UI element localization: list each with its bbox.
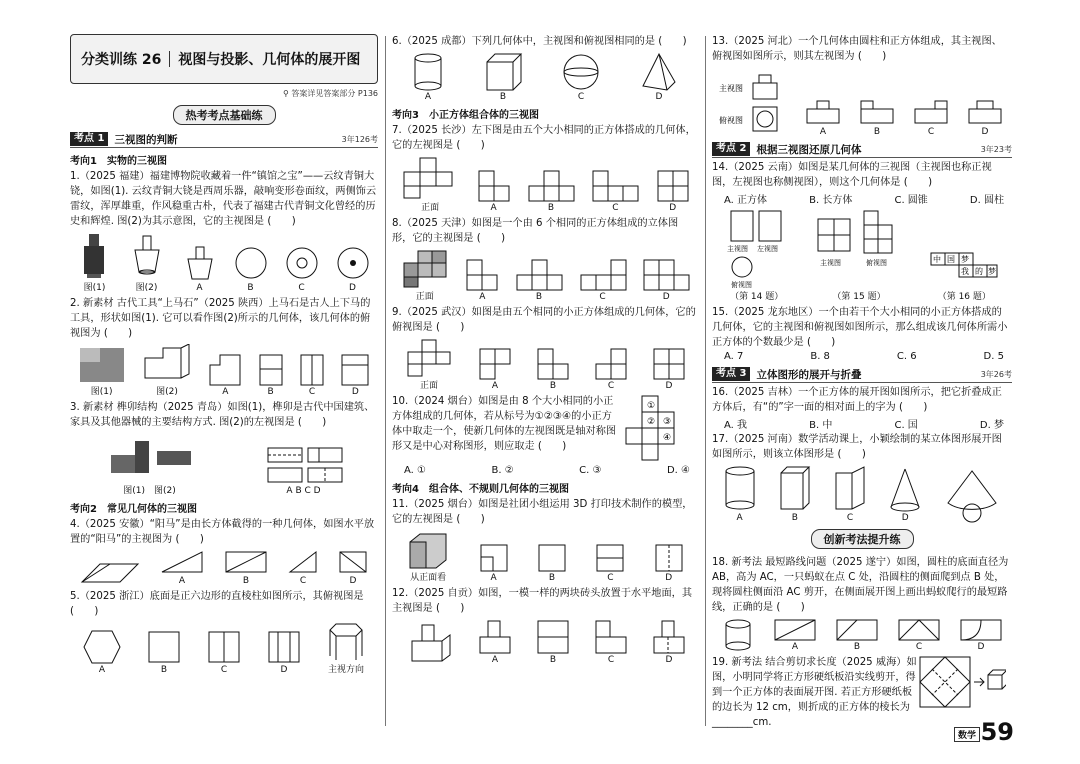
q10-text: 10.（2024 烟台）如图是由 8 个大小相同的小正方体组成的几何体，若从标号为①②③④的小正方体中取走一个，使新几何体的左视图既是轴对称图形又是中心对称图形，则应取走 ( ) [392, 396, 617, 452]
q9-figure: 正面 A B C D [392, 338, 698, 391]
q5-figure: A B C D 主视方向 [70, 622, 378, 675]
page-title: 视图与投影、几何体的展开图 [178, 52, 361, 68]
column-middle [392, 34, 698, 668]
answer-ref: ⚲ 答案详见答案部分 P136 [282, 89, 378, 98]
q13-figure: 主视图 俯视图 A B C D [712, 67, 1012, 137]
page-number: 59 [980, 718, 1014, 746]
q2-figure: 图(1) 图(2) A B C D [70, 344, 378, 397]
q3-figure: 图(1) 图(2) A B C D [70, 433, 378, 496]
kp1-header: 考点 1 三视图的判断 3年126考 [70, 131, 378, 148]
q7-text: 7.（2025 长沙）左下图是由五个大小相同的正方体搭成的几何体，它的左视图是 ( ) [392, 125, 696, 151]
q16-text: 16.（2025 吉林）一个正方体的展开图如图所示，把它折叠成正方体后，有“的”字一面的相对面上的字为 ( ) [712, 387, 1002, 413]
q19-block [712, 655, 1012, 730]
q12-text: 12.（2025 自贡）如图，一模一样的两块砖头放置于水平地面，其主视图是 ( ) [392, 588, 693, 614]
svg-text:①: ① [647, 401, 656, 411]
q2-text: 2. 新素材 古代工具“上马石”（2025 陕西）上马石是古人上下马的工具，形状如图(1). 它可以看作图(2)所示的几何体，该几何体的俯视图为 ( ) [70, 298, 371, 339]
q19-text: 19. 新考法 结合剪切求长度（2025 威海）如图，小明同学将正方形硬纸板沿实线剪开，得到一个正方体的表面展开图. 若正方形硬纸板的边长为 12 cm，则折成的正方体的棱长为________cm. [712, 657, 917, 728]
svg-text:我: 我 [961, 267, 970, 276]
q8-figure: 正面 A B C D [392, 249, 698, 302]
section-innovate: 创新考法提升练 [712, 529, 1012, 549]
q8-text: 8.（2025 天津）如图是一个由 6 个相同的正方体组成的立体图形，它的主视图是 ( ) [392, 218, 679, 244]
q15-text: 15.（2025 龙东地区）一个由若干个大小相同的小正方体搭成的几何体，它的主视图和俯视图如图所示，那么组成该几何体所需小正方体的个数最少是 ( ) [712, 307, 1008, 348]
q17-text: 17.（2025 河南）数学活动课上，小颖绘制的某立体图形展开图如图所示，则该立体图形是 ( ) [712, 434, 1002, 460]
search-icon: ⚲ [282, 89, 292, 98]
q6-figure: A B C D [392, 52, 698, 102]
svg-text:俯视图: 俯视图 [719, 116, 743, 125]
svg-text:主视图: 主视图 [719, 84, 743, 93]
column-divider [385, 36, 386, 726]
svg-text:主视图: 主视图 [819, 259, 841, 267]
column-left [70, 34, 378, 678]
q10-block [392, 394, 698, 464]
svg-text:的: 的 [975, 267, 984, 276]
q7-figure: 正面 A B C D [392, 156, 698, 213]
q11-figure: 从正面看 A B C D [392, 530, 698, 583]
kx2: 考向2 常见几何体的三视图 [70, 504, 197, 515]
svg-text:梦: 梦 [988, 267, 997, 276]
svg-text:③: ③ [663, 417, 672, 427]
q6-text: 6.（2025 成都）下列几何体中，主视图和俯视图相同的是 ( ) [392, 36, 687, 47]
title-prefix: 分类训练 26 [81, 52, 162, 68]
svg-text:左视图: 左视图 [756, 245, 778, 253]
kp2-header: 考点 2 根据三视图还原几何体 3年23考 [712, 141, 1012, 158]
q11-text: 11.（2025 烟台）如图是社团小组运用 3D 打印技术制作的模型，它的左视图是 ( ) [392, 499, 693, 525]
q10-choices: A. ① B. ② C. ③ D. ④ [404, 465, 690, 476]
kx4: 考向4 组合体、不规则几何体的三视图 [392, 484, 569, 495]
section-basic: 热考考点基础练 [70, 105, 378, 125]
q13-text: 13.（2025 河北）一个几何体由圆柱和正方体组成，其主视图、俯视图如图所示，则其左视图为 ( ) [712, 36, 1002, 62]
kp3-header: 考点 3 立体图形的展开与折叠 3年26考 [712, 366, 1012, 383]
page-title-box [70, 34, 378, 84]
q14-choices: A. 正方体 B. 长方体 C. 圆锥 D. 圆柱 [724, 195, 1004, 206]
q1-text: 1.（2025 福建）福建博物院收藏着一件“镇馆之宝”——云纹青铜大铙，如图(1). 云纹青铜大铙是西周乐器，敲响变形卷面纹，两侧饰云雷纹，浑厚雄重，作风稳重古朴，代表了福建古代青铜文化曾经的历史和辉煌. 图(2)为其示意图，它的主视图是 ( ) [70, 171, 377, 227]
q14-16-figures: 主视图 左视图 俯视图 （第 14 题） 主视图 俯视图 （第 15 题） 中 国 梦 我 的 梦 （第 16 题） [712, 209, 1012, 302]
q18-text: 18. 新考法 最短路线问题（2025 遂宁）如图，圆柱的底面直径为 AB，高为 AC，一只蚂蚁在点 C 处，沿圆柱的侧面爬到点 B 处，现将圆柱侧面沿 AC 剪开，在侧面展开图上画出蚂蚁爬行的最短路线，正确的是 ( ) [712, 557, 1009, 613]
svg-text:俯视图: 俯视图 [865, 259, 887, 267]
q5-text: 5.（2025 浙江）底面是正六边形的直棱柱如图所示，其俯视图是 ( ) [70, 591, 364, 617]
svg-text:中: 中 [933, 255, 942, 264]
svg-text:主视图: 主视图 [726, 245, 748, 253]
q10-figure [622, 394, 692, 464]
svg-text:④: ④ [663, 433, 672, 443]
kx3: 考向3 小正方体组合体的三视图 [392, 110, 539, 121]
q3-text: 3. 新素材 榫卯结构（2025 青岛）如图(1)，榫卯是古代中国建筑、家具及其他器械的主要结构方式. 图(2)的左视图是 ( ) [70, 402, 375, 428]
svg-text:梦: 梦 [961, 255, 970, 264]
svg-text:俯视图: 俯视图 [730, 281, 752, 289]
bell-sketch [127, 232, 167, 280]
svg-text:国: 国 [947, 255, 956, 264]
q17-figure: A B C D [712, 465, 1012, 523]
title-divider [169, 51, 170, 67]
column-divider [705, 36, 706, 726]
q15-choices: A. 7 B. 8 C. 6 D. 5 [724, 351, 1004, 362]
q19-figure [918, 655, 1006, 715]
q14-text: 14.（2025 云南）如图是某几何体的三视图（主视图也称正视图，左视图也称侧视图），则这个几何体是 ( ) [712, 162, 992, 188]
svg-text:②: ② [647, 417, 656, 427]
subject-badge: 数学 [954, 727, 980, 742]
q16-choices: A. 我 B. 中 C. 国 D. 梦 [724, 420, 1004, 431]
kx1: 考向1 实物的三视图 [70, 156, 167, 167]
column-right [712, 34, 1012, 730]
q12-figure: A B C D [392, 619, 698, 665]
q4-text: 4.（2025 安徽）“阳马”是由长方体截得的一种几何体，如图水平放置的“阳马”的主视图为 ( ) [70, 519, 375, 545]
q9-text: 9.（2025 武汉）如图是由五个相同的小正方体组成的几何体，它的俯视图是 ( ) [392, 307, 696, 333]
bronze-bell-photo [78, 232, 112, 280]
q1-figure: 图(1) 图(2) A B C D [70, 232, 378, 293]
q18-figure: A B C D [712, 618, 1012, 652]
q4-figure: A B C D [70, 550, 378, 586]
